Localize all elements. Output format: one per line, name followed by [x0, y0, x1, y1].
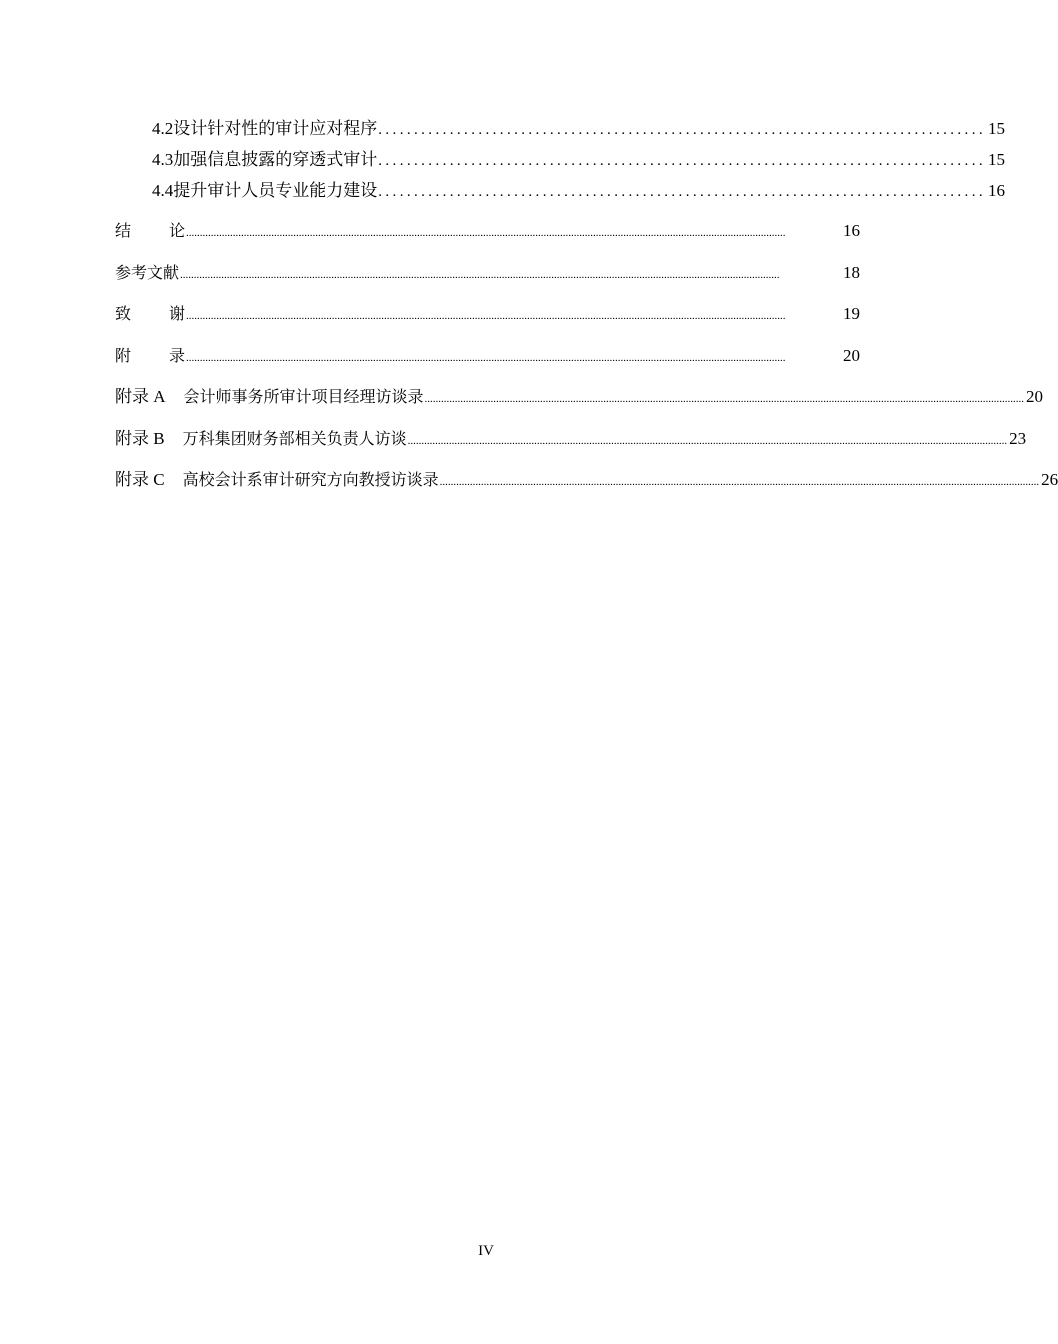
page-number: IV — [478, 1243, 494, 1259]
toc-entry-title: 设计针对性的审计应对程序 — [173, 119, 378, 138]
dot-leader: .......................................................................................................................................................................................................................... — [407, 434, 1008, 447]
dot-leader: ..................................................................................... — [378, 184, 986, 200]
toc-entry-page: 20 — [1026, 387, 1044, 406]
toc-entry-title — [115, 303, 185, 325]
toc-entry-page: 16 — [843, 221, 860, 240]
dot-leader: .......................................................................................................................................................................................................................... — [439, 476, 1040, 488]
toc-entry-page: 15 — [988, 119, 1005, 138]
toc-entry-title: 会计师事务所审计项目经理访谈录 — [183, 387, 424, 406]
toc-entry-references[interactable] — [115, 262, 860, 304]
toc-entry-title: 加强信息披露的穿透式审计 — [173, 150, 378, 169]
toc-entry-title: 参考文献 — [115, 262, 180, 282]
dot-leader: .......................................................................................................................................................................................................................... — [186, 351, 786, 364]
toc-entry-4-2[interactable] — [152, 118, 1005, 149]
toc-entry-page: 18 — [843, 262, 860, 282]
dot-leader: .......................................................................................................................................................................................................................... — [424, 393, 1025, 405]
dot-leader: .......................................................................................................................................................................................................................... — [180, 268, 780, 281]
toc-entry-title: 提升审计人员专业能力建设 — [173, 181, 378, 200]
toc-entry-number: 附录 B — [115, 428, 165, 448]
toc-entry-number: 4.4 — [152, 181, 174, 200]
toc-entry-number: 附录 C — [115, 470, 165, 489]
toc-entry-title: 万科集团财务部相关负责人访谈 — [182, 428, 407, 448]
dot-leader: .......................................................................................................................................................................................................................... — [186, 310, 786, 322]
toc-entry-4-3[interactable] — [152, 149, 1005, 180]
toc-entry-number: 4.2 — [152, 119, 174, 138]
toc-entry-page: 16 — [988, 181, 1005, 200]
toc-entry-page: 20 — [843, 345, 860, 365]
toc-entry-appendix[interactable] — [115, 345, 860, 387]
toc-entry-page: 15 — [988, 150, 1005, 169]
toc-entry-appendix-a[interactable] — [115, 386, 1044, 428]
toc-entry-4-4[interactable] — [152, 180, 1005, 220]
toc-entry-title-text: 结论 — [115, 221, 186, 240]
dot-leader: ..................................................................................... — [378, 153, 986, 169]
toc-entry-title-text: 附录 — [115, 345, 186, 365]
toc-entry-title-text: 致谢 — [115, 304, 186, 323]
toc-entry-page: 26 — [1041, 470, 1058, 489]
toc-entry-acknowledgements[interactable] — [115, 303, 860, 345]
table-of-contents — [115, 118, 1058, 511]
toc-entry-title: 高校会计系审计研究方向教授访谈录 — [182, 470, 439, 489]
toc-entry-number: 4.3 — [152, 150, 174, 169]
dot-leader: .......................................................................................................................................................................................................................... — [186, 227, 786, 239]
toc-entry-page: 19 — [843, 304, 860, 323]
dot-leader: ..................................................................................... — [378, 122, 986, 138]
toc-entry-title — [115, 345, 185, 367]
toc-entry-number: 附录 A — [115, 387, 166, 406]
toc-entry-title — [115, 220, 185, 242]
toc-entry-page: 23 — [1009, 428, 1027, 448]
toc-entry-appendix-b[interactable] — [115, 428, 1027, 470]
toc-entry-appendix-c[interactable] — [115, 469, 1058, 511]
toc-entry-conclusion[interactable] — [115, 220, 860, 262]
